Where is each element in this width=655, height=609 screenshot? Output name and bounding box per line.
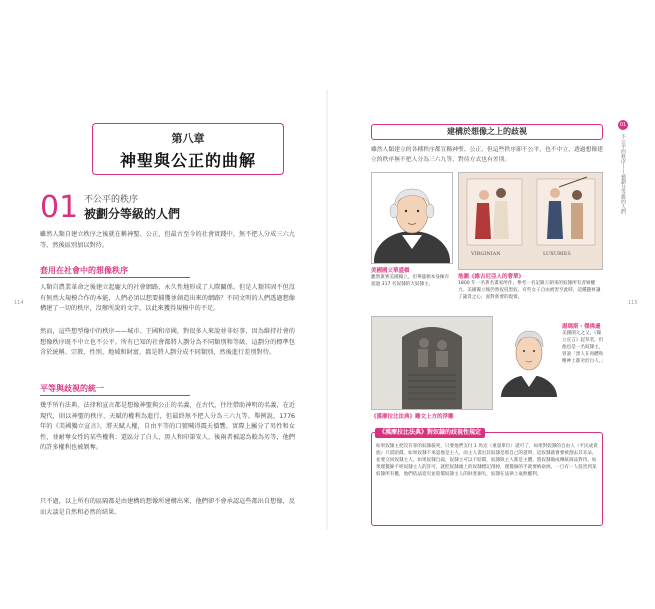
section-number: 01 [40, 190, 79, 225]
washington-illustration [372, 173, 452, 263]
caption-jefferson-text: 美國開元之父，《獨立宣言》起草者，但他也是一名奴隸主，曾說「黑人在肉體和精神上都劣於白人。」 [562, 331, 606, 364]
painting-label-left: VIRGINIAN [471, 251, 501, 257]
painting-label-right: LUXURIES [543, 251, 571, 257]
jefferson-illustration [499, 317, 559, 397]
section-subtitle: 不公平的秩序 [84, 195, 139, 205]
body-paragraph-1: 人類自農業革命之後建立起龐大的社會網路，永久性地形成了人際關係。但是人類其固不但沒有無然大規模合作的本能，人們必須以想要捕獲並創造出來的網路？不同文明的人們透過想像構建了一切的秩序，沒辦所說的文字，以此來獲得規模中的不足。 [40, 284, 295, 312]
right-intro: 雖然人類建立的各種秩序都宣稱神聖、公正，但這些秩序卻不公平，也不中立，透過想像建立的秩序無不把人分為三六九等，對待方式也有差別。 [371, 147, 603, 163]
side-tab-text: 不公平的秩序——被劃分等級的人們 [620, 134, 626, 214]
section-title: 被劃分等級的人們 [84, 207, 181, 221]
subheading-underline [40, 277, 190, 278]
hammurabi-box-title: 《漢摩拉比法典》對奴隸的歧視性規定 [375, 428, 485, 438]
subheading-social-order: 套用在社會中的想像秩序 [40, 266, 128, 275]
caption-washington-text: 雖然簽署美國獨立，但華盛頓本身擁有超過 317 名奴隸的大奴隸主。 [371, 275, 450, 287]
caption-jefferson-title: 湯瑪斯・傑佛遜 [562, 324, 601, 330]
chapter-label: 第八章 [171, 132, 205, 145]
page-number-right: 115 [628, 300, 638, 306]
right-heading-box [371, 124, 603, 140]
hammurabi-stele-illustration [372, 317, 492, 409]
jefferson-portrait [498, 316, 560, 398]
chapter-side-tab [618, 120, 628, 230]
body-paragraph-3: 幾乎所有法典、法律和宣言都是想像神聖與公正的名義，在古代，往往借助神明的名義，在近現代，則以神聖的秩序、天賦的權利為進行，但最終無不把人分為三六九等。舉例說，1776年的《美國獨立宣言》，將天賦人權，自由平等的口號喊得震天價響，實際上屬分了男性和女性，並耐奪女性的某些權利；還區分了白人、黑人和印第安人，後兩者被認為較為劣等，他們的許多權利也被剝奪。 [40, 402, 295, 451]
right-heading: 建構於想像之上的歧視 [447, 127, 527, 136]
body-paragraph-4: 只不過，以上所有的區隔都是由建構的想像所建構出來，他們卻不會承認這些都出自想像，反而大談是自然和必然的結果。 [40, 498, 295, 516]
washington-portrait [371, 172, 453, 264]
body-paragraph-2: 然而，這些想型像中的秩序——城市、王國和帝國，對很多人來說並非好事，因為維持社會的想像秩序既不中立也不公平。所有已知的社會都將人劃分為不同類別和等級，這劃分的標準包含於統稱、宗教、性別、地域和財富，都是將人劃分成不同類別，然後進行差別對待。 [40, 328, 295, 356]
hammurabi-box-text: 如果奴隸主把沒有罪的奴隸殺死，只要他們支付 1 馬克（重量單位）就可了，如果對奴隸的自由人（平民或貴族）只需賠償。如果奴隸不承認他是主人，而主人書出其奴隸是那自己的證明，這奴隸就會要被割去其耳朵，並要交回奴隸主人。如果奴隸自殺，奴隸主可以不賠償，奴隸與主人都是主體，將奴隸做成傳統商品對待。如果理髮師不經奴隸主人的許可，就把奴隸頭上的奴隸標記削掉，理髮師的手就要被砍掉。一旦有一人侵害到某奴隸所有權，他們依法追究並賠償奴隸主人的財產損失，奴隸在法律上毫無權利。 [376, 444, 598, 477]
chapter-title-box [92, 123, 284, 175]
virginian-luxuries-painting [458, 172, 603, 270]
caption-hammurabi-title: 《漢摩拉比法典》雕文上方的浮雕 [371, 414, 454, 420]
subheading-underline-2 [40, 395, 190, 396]
caption-painting-title: 地圖《維吉尼亞人的奢華》 [458, 274, 525, 280]
hammurabi-stele-image [371, 316, 493, 410]
left-page [0, 0, 327, 609]
chapter-title: 神聖與公正的曲解 [119, 151, 256, 170]
subheading-equality: 平等與歧視的統一 [40, 384, 104, 393]
caption-washington-title: 美國國父華盛頓 [371, 268, 410, 274]
side-tab-number: 01 [619, 122, 627, 128]
caption-painting-text: 1800 年一名著名畫家所作，參考一名記錄王朝來的奴隸所有者婦權力。美國獨立後仍然奴役黑奴，有些女子自由被害至此時，這種題材讓了譴責之心，面對新要的現實。 [458, 281, 601, 300]
page-number-left: 114 [14, 300, 24, 306]
right-page [328, 0, 655, 609]
intro-paragraph: 雖然人類自建立秩序之後就在稱神聖、公正，但最古至今的社會實踐中，無不把人分成三六九等，然後區別加以對待。 [40, 231, 295, 249]
